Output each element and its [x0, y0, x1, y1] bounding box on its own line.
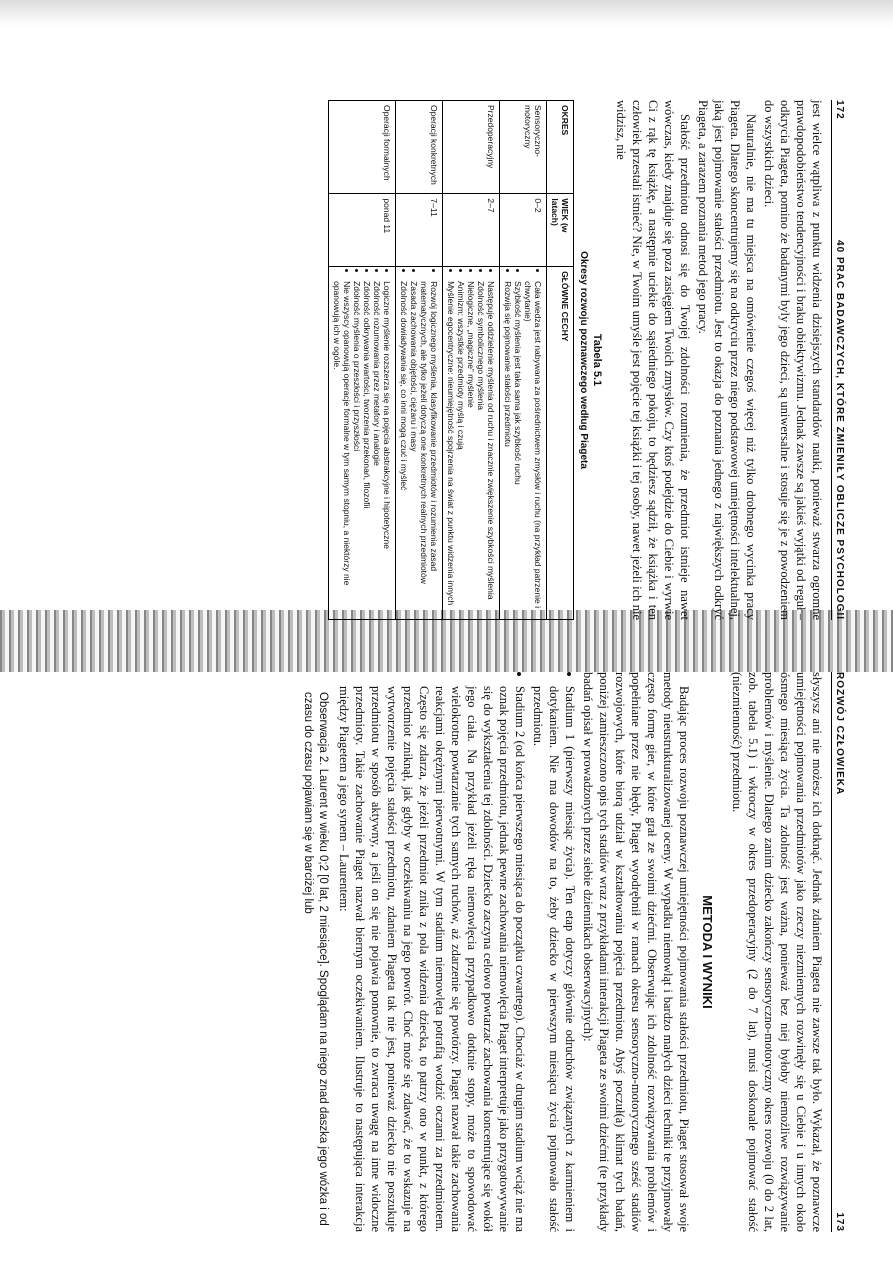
right-page-number: 173 [834, 1212, 845, 1232]
features-cell [500, 267, 547, 620]
left-page [55, 100, 845, 620]
left-running-title: 40 PRAC BADAWCZYCH, KTÓRE ZMIENIŁY OBLICZE PSYCHOLOGII [834, 240, 845, 620]
feature-item: • Myślenie egocentryczne: nieumiejętność spojrzenia na świat z punktu widzenia innych [446, 281, 456, 615]
header-age: WIEK (w latach) [547, 194, 574, 267]
feature-item: • Zdolność rozumowania przez metafory i analogie [372, 281, 382, 615]
period-cell: Sensoryczno-motoryczny [500, 101, 547, 194]
age-cell: ponad 11 [329, 194, 396, 267]
age-cell: 2–7 [443, 194, 500, 267]
features-cell [329, 267, 396, 620]
table-caption: Tabela 5.1 [591, 333, 603, 387]
feature-item: • Zdolność myślenia o przeszłości i przyszłości [352, 281, 362, 615]
feature-item: • Rozwija się pojmowanie stałości przedmiotu [503, 281, 513, 615]
age-cell: 0–2 [500, 194, 547, 267]
table-row [443, 101, 500, 620]
list-item: • Stadium 2 (od końca pierwszego miesiąca do początku czwartego). Chociaż w drugim stadium wciąż nie ma oznak pojęcia przedmiotu, jednak pewne zachowania niemowlęcia Piaget interpretuje jako przygotowywanie się do wykształcenia tej zdolności. Dziecko zaczyna celowo powtarzać zachowania koncentrujące się wokół jego ciała. Na przykład jeżeli ręka niemowlęcia przypadkowo dotknie stopy, może to spowodować wielokrotne powtarzanie tych samych ruchów, aż zdarzenie się powtórzy. Piaget nazwał takie zachowania reakcjami okrężnymi pierwotnymi. W tym stadium niemowlęta potrafią wodzić oczami za przedmiotem. Często się zdarza, że jeżeli przedmiot znika z pola widzenia dziecka, to patrzy ono w punkt, z którego przedmiot zniknął, jak gdyby w oczekiwaniu na jego powrót. Choć może się zdawać, że to wskazuje na wytworzenie pojęcia stałości przedmiotu, zdaniem Piageta tak nie jest, ponieważ dziecko nie poszukuje przedmiotu w sposób aktywny, a jeśli on się nie pojawia ponownie, to zwraca uwagę na inne widoczne przedmioty. Takie zachowanie Piaget nazwał biernym oczekiwaniem. Ilustruje to następująca interakcja między Piagetem a jego synem – Laurentem: [336, 686, 528, 1232]
period-cell: Operacji formalnych [329, 101, 396, 194]
left-paragraph-3: Stałość przedmiotu odnosi się do Twojej zdolności rozumienia, że przedmiot istnieje nawet wówczas, kiedy znajduje się poza zasięgiem Twoich zmysłów. Czy ktoś podejdzie do Ciebie i wyrwie Ci z rąk tę książkę, a następnie uciekie do sąsiedniego pokoju, to będziesz sądził, że książka i ten człowiek przestali istnieć? Nie, w Twoim umyśle jest pojęcie tej książki i tej osoby, nawet jeżeli ich nie widzisz, nie [614, 100, 692, 620]
table-subtitle: Okresy rozwoju poznawczego według Piageta [578, 251, 589, 469]
left-paragraph-1: jest wielce wątpliwa z punktu widzenia dzisiejszych standardów nauki, ponieważ stwarza ogromne prawdopodobieństwo tendencyjności i braku obiektywizmu. Jednak zawsze są jakieś wyjątki od reguł – odkrycia Piageta, pomino że badanymi byly jego dzieci, są uniwersalne i stosuje się je z powodzeniem do wszystkich dzieci. [762, 100, 824, 620]
right-paragraph-1: słyszysz ani nie możesz ich dotknąć. Jednak zdaniem Piageta nie zawsze tak było. Wykazał, że poznawcze umiejętności pojmowania przedmiotów jako rzeczy niezmiennych rozwinęły się u Ciebie i u innych około ósmego miesiąca życia. Ta zdolność jest ważna, ponieważ bez niej byłoby niemożliwe rozwiązywanie problemów i myślenie. Dlatego zanim dziecko zakończy sensoryczno-motoryczny okres rozwoju (0 do 2 lat, zob. tabela 5.1) i wkroczy w okres przedoperacyjny (2 do 7 lat), musi doskonale pojmować stałość (niezmienność) przedmiotu. [730, 672, 824, 1232]
header-features: GŁÓWNE CECHY [547, 267, 574, 620]
table-row [329, 101, 396, 620]
feature-item: • Zdolność odkrywania wartości, tworzenia przekonań, filozofii [362, 281, 372, 615]
method-paragraph: Badając proces rozwoju poznawczej umiejętności pojmowania stałości przedmiotu, Piaget stosował swoje metody nieustrukturalizowanej oceny. W wypadku niemowląt i bardzo małych dzieci techniki te przyjmowały często formę gier, w które grał ze swoimi dziećmi. Obserwując ich zdolność rozwiązywania problemów i popełniane przez nie błędy, Piaget wyodrębnił w ramach okresu sensoryczno-motorycznego sześć stadiów rozwojowych, które biorą udział w kształtowaniu pojęcia przedmiotu. Abyś poczuł(a) klimat tych badań, poniżej zamieszczono opis tych stadiów wraz z przykładami interakcji Piageta ze swoimi dziećmi (te przykłady badań opisał w prowadzonych przez siebie dziennikach obserwacyjnych): [581, 672, 691, 1232]
stages-list [336, 672, 578, 1232]
period-cell: Operacji konkretnych [396, 101, 443, 194]
scan-edge-noise [0, 0, 893, 26]
right-running-title: ROZWÓJ CZŁOWIEKA [834, 672, 845, 796]
observation-quote: Obserwacja 2. Laurent w wieku 0;2 [0 lat, 2 miesiące]. Spoglądam na niego znad daszka jego wózka i od czasu do czasu pojawiam się w barciżej lub [302, 692, 329, 1226]
section-heading: METODA I WYNIKI [700, 895, 715, 1009]
feature-item: • Zasada zachowania objętości, ciężaru i masy [409, 281, 419, 615]
period-cell: Przedoperacyjny [443, 101, 500, 194]
left-page-number: 172 [834, 100, 845, 120]
feature-item: • Zdolność symbolicznego myślenia [476, 281, 486, 615]
age-cell: 7–11 [396, 194, 443, 267]
table-header-row [547, 101, 574, 620]
feature-item: • Nielogiczne, „magiczne” myślenie [466, 281, 476, 615]
list-item: • Stadium 1 (pierwszy miesiąc życia). Ten etap dotyczy głównie odruchów związanych z karmieniem i dotykaniem. Nie ma dowodów na to, żeby dziecko w pierwszym miesiącu życia pojmowało stałość przedmiotu. [530, 686, 578, 1232]
table-row [500, 101, 547, 620]
feature-item: • Następuje oddzielenie myślenia od ruchu i znacznie zwiększenie szybkości myślenia [486, 281, 496, 615]
feature-item: • Cała wiedza jest nabywana za pośrednictwem zmysłów i ruchu (na przykład patrzenie i chwytanie) [523, 281, 543, 615]
features-cell [396, 267, 443, 620]
features-cell [443, 267, 500, 620]
feature-item: • Animizm: wszystkie przedmioty myślą i czują [456, 281, 466, 615]
right-page [55, 672, 845, 1232]
feature-item: • Szybkość myślenia jest taka sama jak szybkość ruchu [513, 281, 523, 615]
table-row [396, 101, 443, 620]
feature-item: • Nie wszyscy opanowują operacje formalne w tym samym stopniu, a niektórzy nie opanowują ich w ogóle. [332, 281, 352, 615]
feature-item: • Rozwój logicznego myślenia, klasyfikowanie przedmiotów i rozumienia zasad matematycznych, ale tylko jeżeli dotyczą one konkretnych realnych przedmiotów [419, 281, 439, 615]
feature-item: • Zdolność dowiadywania się, co inni mogą czuć i myśleć [399, 281, 409, 615]
feature-item: • Logiczne myślenie rozszerza się na pojęcia abstrakcyjne i hipotetyczne [382, 281, 392, 615]
right-running-header [831, 672, 845, 1232]
left-paragraph-2: Naturalnie, nie ma tu miejsca na omówienie czegoś więcej niż tylko drobnego wycinka pracy Piageta. Dlatego skoncentrujemy się na odkryciu przez niego podstawowej umiejętności intelektualnej, jaką jest pojmowanie stałości przedmiotu. Jest to okazja do poznania jednego z największych odkryć Piageta, a zarazem poznania metod jego pracy. [696, 100, 758, 620]
header-period: OKRES [547, 101, 574, 194]
left-running-header [831, 100, 845, 620]
piaget-stages-table [328, 100, 574, 620]
